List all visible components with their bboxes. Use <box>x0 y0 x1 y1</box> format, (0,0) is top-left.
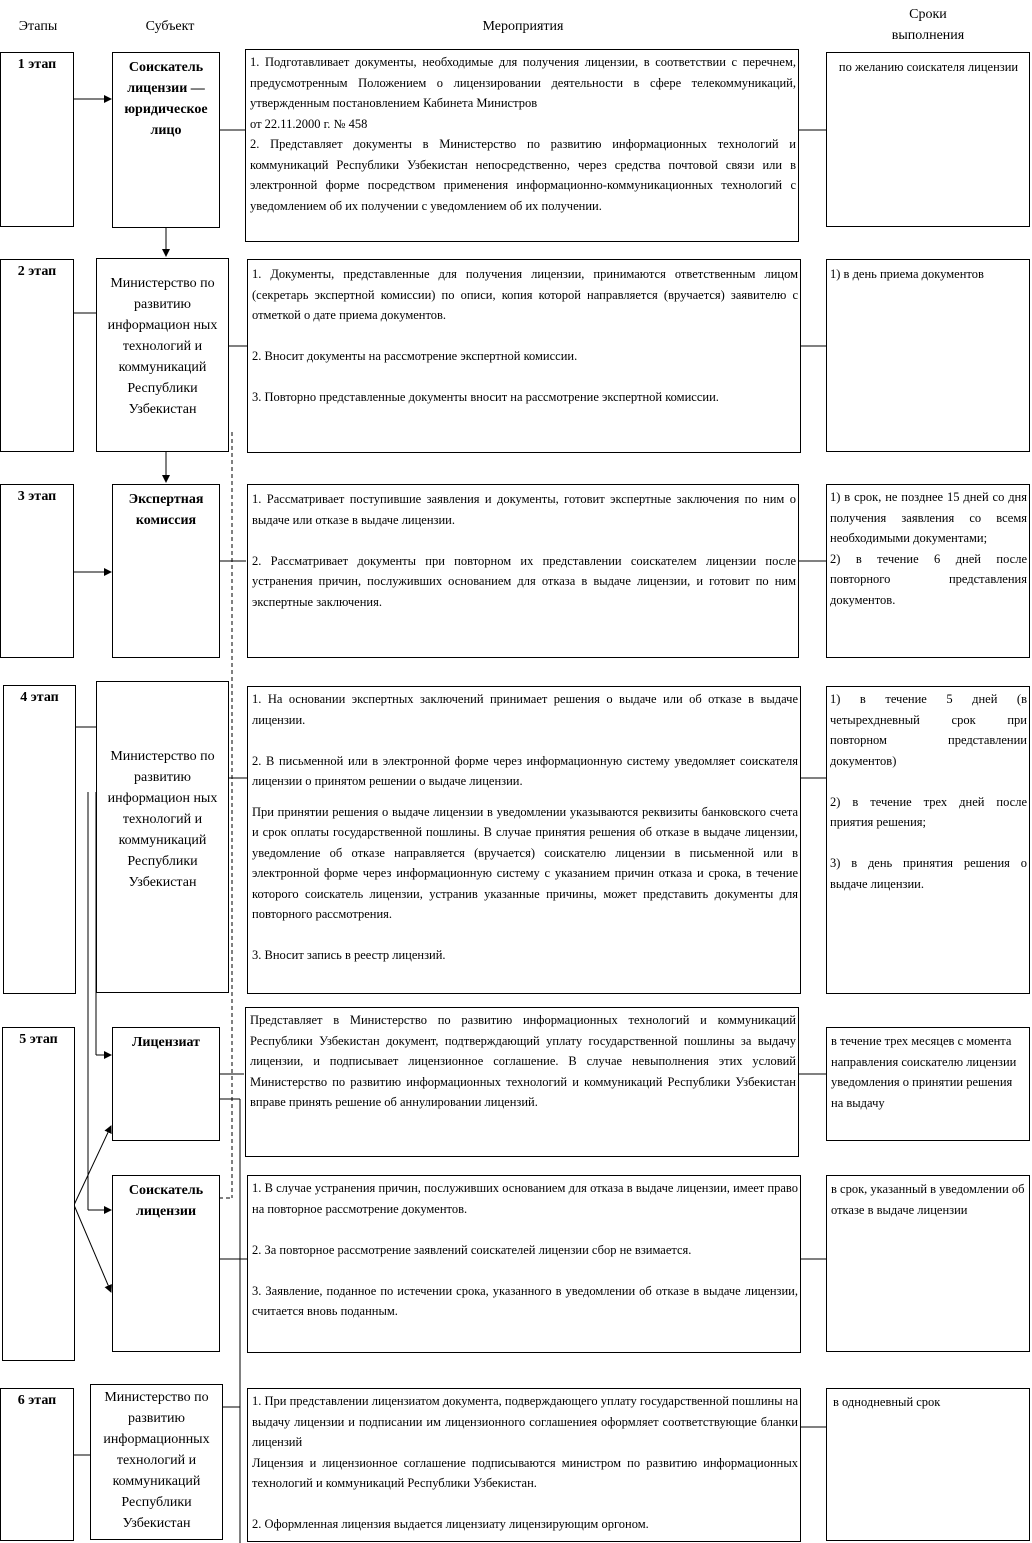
stage-4-activities <box>247 686 801 994</box>
stage-4-term-2: 2) в течение трех дней после приятия решения; <box>830 794 1027 829</box>
stage-5-term-1: в течение трех месяцев с момента направления соискателю лицензии уведомления о принятии решения на выдачу <box>831 1034 1017 1110</box>
stage-6-term-1: в однодневный срок <box>833 1395 941 1409</box>
stage-2-label: 2 этап <box>0 259 74 452</box>
stage-5b-activity-3: 3. Заявление, поданное по истечении срока, указанного в уведомлении об отказе в выдаче лицензии, считается вновь поданным. <box>252 1283 798 1318</box>
stage-3-activities <box>247 484 799 658</box>
stage-5-label: 5 этап <box>2 1027 75 1361</box>
stage-3-activity-2: 2. Рассматривает документы при повторном их представлении соискателем лицензии после устранения причин, послуживших основанием для отказа в выдаче лицензии, и готовит по ним экспертные заключения. <box>252 553 796 609</box>
stage-6-activity-1: 1. При представлении лицензиатом документа, подверждающего уплату государственной пошлины на выдачу лицензии и подписании им лицензионного соглашениея оформляет соответствующие бланки лицензий <box>252 1394 798 1449</box>
stage-3-label: 3 этап <box>0 484 74 658</box>
stage-4-activity-2: 2. В письменной или в электронной форме через информационную систему уведомляет соискателя лицензии о принятом решении о выдаче лицензии. <box>252 753 798 788</box>
stage-6-activities <box>247 1388 801 1542</box>
stage-4-activity-4: 3. Вносит запись в реестр лицензий. <box>252 948 446 962</box>
header-terms <box>828 4 1028 46</box>
stage-6-terms <box>826 1388 1030 1541</box>
stage-6-activity-2: Лицензия и лицензионное соглашение подписываются министром по развитию информационных технологий и коммуникаций Республики Узбекистан. <box>252 1455 798 1490</box>
stage-2-subject: Министерство по развитию информацион ных технологий и коммуникаций Республики Узбекистан <box>96 258 229 452</box>
stage-5b-activity-1: 1. В случае устранения причин, послуживших основанием для отказа в выдаче лицензии, имеет право на повторное рассмотрение документов. <box>252 1181 798 1216</box>
stage-1-subject: Соискатель лицензии — юридическое лицо <box>112 52 220 228</box>
stage-4-activity-3: При принятии решения о выдаче лицензии в уведомлении указываются реквизиты банковского счета и срок оплаты государственной пошлины. В случае принятия решения об отказе в выдаче лицензии, уведомление об отказе направляется (вручается) соискателю лицензии в письменной или в электронной форме через информационную систему с указанием причин отказа и срока, в течение которого соискатель лицензии, устранив указанные причины, может представить документы для повторного рассмотрения. <box>252 804 798 921</box>
stage-3-subject: Экспертная комиссия <box>112 484 220 658</box>
header-terms-line2: выполнения <box>891 28 965 43</box>
stage-3-term-2: 2) в течение 6 дней после повторного представления документов. <box>830 551 1027 607</box>
stage-5-activities <box>245 1007 799 1157</box>
stage-5-terms <box>826 1027 1030 1141</box>
stage-1-activities <box>245 49 799 242</box>
stage-1-terms <box>826 52 1030 227</box>
stage-4-term-3: 3) в день принятия решения о выдаче лицензии. <box>830 856 1027 891</box>
stage-2-terms <box>826 259 1030 452</box>
stage-1-activity-1: 1. Подготавливает документы, необходимые для получения лицензии, в соответствии с перечнем, предусмотренным Положением о лицензировании деятельности в сфере телекоммуникаций, утвержденным постановлением Кабинета Министров <box>250 55 796 110</box>
stage-6-activity-3: 2. Оформленная лицензия выдается лицензиату лицензирующим оргоном. <box>252 1517 649 1531</box>
header-subject: Субъект <box>145 19 195 34</box>
stage-5-subject-applicant: Соискатель лицензии <box>112 1175 220 1352</box>
stage-2-activity-1: 1. Документы, представленные для получения лицензии, принимаются ответственным лицом (секретарь экспертной комиссии) по описи, копия которой направляется (вручается) заявителю с отметкой о дате приема документов. <box>252 267 798 322</box>
header-stages: Этапы <box>18 19 58 34</box>
stage-5-subject-licensee: Лицензиат <box>112 1027 220 1141</box>
stage-4-term-1: 1) в течение 5 дней (в четырехдневный срок при повторном представлении документов) <box>830 692 1027 768</box>
stage-5b-terms <box>826 1175 1030 1352</box>
stage-6-subject: Министерство по развитию информационных технологий и коммуникаций Республики Узбекистан <box>90 1384 223 1540</box>
stage-3-terms <box>826 484 1030 658</box>
stage-2-activities <box>247 259 801 453</box>
stage-5b-activity-2: 2. За повторное рассмотрение заявлений соискателей лицензии сбор не взимается. <box>252 1242 692 1257</box>
stage-5b-activities <box>247 1175 801 1353</box>
stage-4-terms <box>826 686 1030 994</box>
stage-4-subject: Министерство по развитию информацион ных технологий и коммуникаций Республики Узбекистан <box>96 681 229 993</box>
stage-1-activity-2: 2. Представляет документы в Министерство по развитию информационных технологий и коммуникаций Республики Узбекистан непосредственно, через средства почтовой связи или в электронной форме посредством применения информационно-коммуникационных технологий с уведомлением об их получении с уведомлением об их получении. <box>250 137 796 213</box>
stage-1-term-1: по желанию соискателя лицензии <box>838 60 1019 74</box>
stage-4-activity-1: 1. На основании экспертных заключений принимает решения о выдаче или об отказе в выдаче лицензии. <box>252 692 798 727</box>
stage-6-label: 6 этап <box>0 1388 74 1541</box>
stage-1-label: 1 этап <box>0 52 74 227</box>
stage-2-activity-3: 3. Повторно представленные документы вносит на рассмотрение экспертной комиссии. <box>252 390 719 404</box>
stage-3-term-1: 1) в срок, не позднее 15 дней со дня получения заявления со всемя необходимыми документами; <box>830 490 1027 545</box>
stage-2-activity-2: 2. Вносит документы на рассмотрение экспертной комиссии. <box>252 349 578 363</box>
stage-1-activity-1-date: от 22.11.2000 г. № 458 <box>250 116 368 131</box>
stage-3-activity-1: 1. Рассматривает поступившие заявления и документы, готовит экспертные заключения по ним о выдаче или отказе в выдаче лицензии. <box>252 492 796 527</box>
stage-5b-term-1: в срок, указанный в уведомлении об отказе в выдаче лицензии <box>831 1182 1025 1217</box>
stage-2-term-1: 1) в день приема документов <box>830 267 984 281</box>
stage-5-activity-1: Представляет в Министерство по развитию информационных технологий и коммуникаций Республики Узбекистан документ, подтверждающий уплату государственной пошлины за выдачу лицензии, и подписывает лицензионное соглашение. В случае невыполнения этих условий Министерство по развитию информационных технологий и коммуникаций Республики Узбекистан вправе принять решение об аннулировании лицензий. <box>250 1013 796 1109</box>
header-terms-line1: Сроки <box>909 7 947 22</box>
stage-4-label: 4 этап <box>3 685 76 994</box>
header-activities: Мероприятия <box>482 19 564 34</box>
